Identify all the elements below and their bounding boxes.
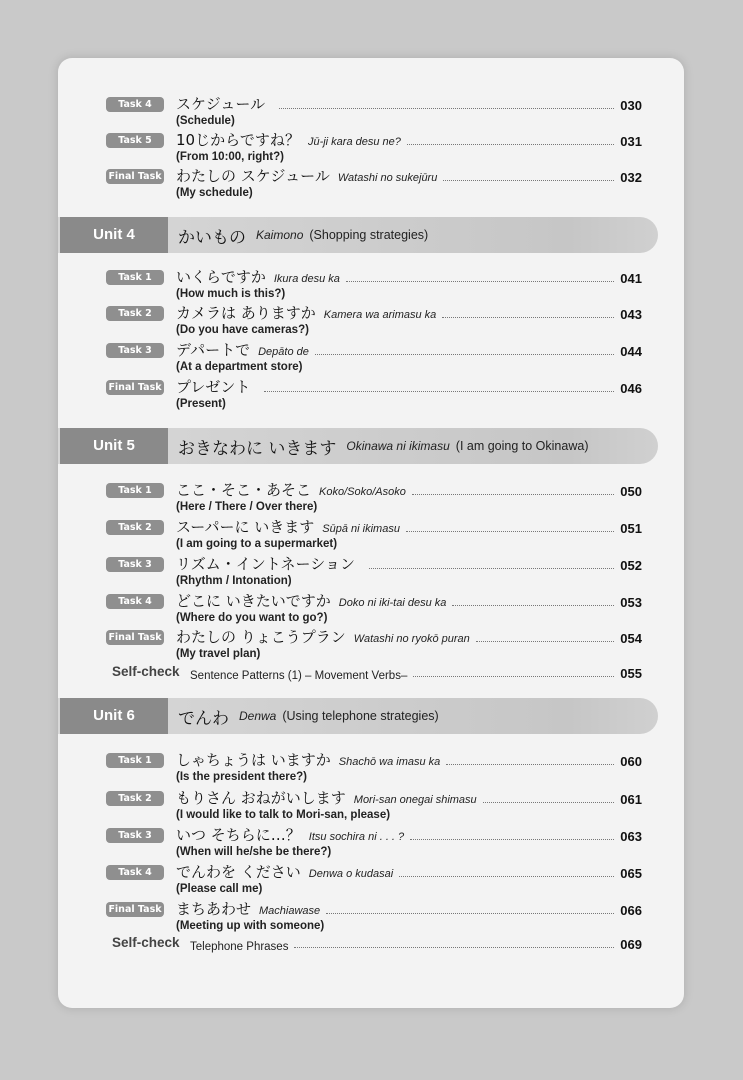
entry-translation: (My schedule): [176, 187, 253, 199]
unit-title-jp: でんわ: [178, 708, 229, 729]
entry-title-jp: プレゼント: [176, 378, 251, 396]
unit-romaji: Denwa: [239, 709, 277, 723]
self-check-entry[interactable]: [58, 664, 684, 684]
page-number: 066: [620, 903, 642, 918]
entry-translation: (At a department store): [176, 361, 303, 373]
entry-title-jp: わたしの スケジュール: [176, 167, 330, 185]
entry-translation: (Present): [176, 398, 226, 410]
entry-translation: (Do you have cameras?): [176, 324, 309, 336]
task-badge: Task 3: [106, 557, 164, 572]
entry-translation: (How much is this?): [176, 288, 286, 300]
unit-4-header[interactable]: [58, 217, 658, 253]
page-number: 031: [620, 134, 642, 149]
task-badge: Task 2: [106, 791, 164, 806]
entry-romaji: Mori-san onegai shimasu: [353, 794, 477, 806]
entry-romaji: Denwa o kudasai: [308, 868, 394, 880]
entry-translation: (I would like to talk to Mori-san, please): [176, 809, 391, 821]
entry-title-jp: でんわを ください: [176, 863, 301, 881]
entry-translation: (Where do you want to go?): [176, 612, 328, 624]
entry-title-jp: リズム・イントネーション: [176, 555, 355, 573]
task-badge: Final Task: [106, 169, 164, 184]
dot-leader: [406, 531, 614, 532]
entry-title-jp: いくらですか: [176, 268, 266, 286]
toc-entry[interactable]: [58, 167, 684, 208]
dot-leader: [279, 108, 614, 109]
toc-page: [58, 58, 684, 1008]
page-number: 050: [620, 484, 642, 499]
unit-title-jp: かいもの: [178, 227, 246, 248]
unit-label: Unit 4: [60, 217, 168, 253]
entry-title-jp: まちあわせ: [176, 900, 252, 918]
entry-title-jp: スケジュール: [176, 95, 266, 113]
dot-leader: [452, 605, 614, 606]
dot-leader: [410, 839, 614, 840]
task-badge: Task 1: [106, 483, 164, 498]
dot-leader: [413, 676, 614, 677]
entry-title-jp: もりさん おねがいします: [176, 789, 346, 807]
task-badge: Task 5: [106, 133, 164, 148]
page-number: 063: [620, 829, 642, 844]
entry-romaji: Koko/Soko/Asoko: [319, 486, 406, 498]
self-check-title: Telephone Phrases: [190, 941, 289, 953]
page-number: 052: [620, 558, 642, 573]
unit-description: (I am going to Okinawa): [455, 439, 589, 453]
page-number: 032: [620, 170, 642, 185]
entry-title-jp: どこに いきたいですか: [176, 592, 331, 610]
page-number: 060: [620, 754, 642, 769]
task-badge: Task 2: [106, 520, 164, 535]
unit-label: Unit 6: [60, 698, 168, 734]
entry-title-jp: しゃちょうは いますか: [176, 751, 331, 769]
task-badge: Final Task: [106, 630, 164, 645]
dot-leader: [346, 281, 614, 282]
dot-leader: [446, 764, 614, 765]
page-number: 065: [620, 866, 642, 881]
self-check-label: Self-check: [112, 935, 180, 950]
entry-translation: (Is the president there?): [176, 771, 307, 783]
self-check-title: Sentence Patterns (1) – Movement Verbs–: [190, 670, 408, 682]
dot-leader: [315, 354, 614, 355]
task-badge: Task 4: [106, 97, 164, 112]
unit-description: (Shopping strategies): [309, 228, 429, 242]
entry-romaji: Doko ni iki-tai desu ka: [338, 597, 447, 609]
entry-title-jp: カメラは ありますか: [176, 304, 316, 322]
self-check-entry[interactable]: [58, 935, 684, 955]
entry-title-jp: デパートで: [176, 341, 251, 359]
dot-leader: [483, 802, 615, 803]
entry-translation: (I am going to a supermarket): [176, 538, 338, 550]
task-badge: Final Task: [106, 902, 164, 917]
dot-leader: [369, 568, 614, 569]
entry-romaji: Machiawase: [259, 905, 321, 917]
page-number: 046: [620, 381, 642, 396]
page-number: 053: [620, 595, 642, 610]
entry-romaji: Itsu sochira ni . . . ?: [308, 831, 405, 843]
entry-translation: (Here / There / Over there): [176, 501, 318, 513]
page-number: 041: [620, 271, 642, 286]
task-badge: Task 4: [106, 594, 164, 609]
dot-leader: [443, 180, 614, 181]
page-number: 055: [620, 666, 642, 681]
entry-romaji: Ikura desu ka: [273, 273, 340, 285]
page-number: 030: [620, 98, 642, 113]
dot-leader: [294, 947, 614, 948]
unit-5-header[interactable]: [58, 428, 658, 464]
toc-entry[interactable]: [58, 378, 684, 419]
dot-leader: [407, 144, 614, 145]
dot-leader: [264, 391, 614, 392]
entry-romaji: Watashi no ryokō puran: [353, 633, 470, 645]
dot-leader: [442, 317, 614, 318]
page-number: 051: [620, 521, 642, 536]
entry-title-jp: いつ そちらに…？: [176, 826, 301, 844]
entry-romaji: Depāto de: [258, 346, 309, 358]
entry-translation: (Meeting up with someone): [176, 920, 325, 932]
dot-leader: [476, 641, 615, 642]
entry-romaji: Watashi no sukejūru: [337, 172, 438, 184]
dot-leader: [326, 913, 614, 914]
entry-translation: (My travel plan): [176, 648, 261, 660]
entry-translation: (Please call me): [176, 883, 263, 895]
page-number: 043: [620, 307, 642, 322]
task-badge: Task 3: [106, 828, 164, 843]
task-badge: Task 2: [106, 306, 164, 321]
page-number: 069: [620, 937, 642, 952]
entry-romaji: Sūpā ni ikimasu: [322, 523, 400, 535]
task-badge: Task 1: [106, 270, 164, 285]
entry-title-jp: スーパーに いきます: [176, 518, 315, 536]
page-number: 054: [620, 631, 642, 646]
unit-label: Unit 5: [60, 428, 168, 464]
entry-title-jp: 10じからですね？: [176, 131, 300, 149]
unit-romaji: Kaimono: [256, 228, 304, 242]
self-check-label: Self-check: [112, 664, 180, 679]
task-badge: Task 3: [106, 343, 164, 358]
page-number: 044: [620, 344, 642, 359]
entry-romaji: Jū-ji kara desu ne?: [307, 136, 401, 148]
entry-translation: (From 10:00, right?): [176, 151, 284, 163]
entry-title-jp: わたしの りょこうプラン: [176, 628, 346, 646]
entry-translation: (Schedule): [176, 115, 235, 127]
page-number: 061: [620, 792, 642, 807]
dot-leader: [412, 494, 614, 495]
unit-description: (Using telephone strategies): [282, 709, 439, 723]
entry-title-jp: ここ・そこ・あそこ: [176, 481, 312, 499]
task-badge: Final Task: [106, 380, 164, 395]
task-badge: Task 4: [106, 865, 164, 880]
entry-translation: (Rhythm / Intonation): [176, 575, 292, 587]
task-badge: Task 1: [106, 753, 164, 768]
dot-leader: [399, 876, 614, 877]
entry-romaji: Kamera wa arimasu ka: [323, 309, 437, 321]
unit-romaji: Okinawa ni ikimasu: [346, 439, 450, 453]
unit-title-jp: おきなわに いきます: [178, 438, 337, 459]
entry-translation: (When will he/she be there?): [176, 846, 332, 858]
unit-6-header[interactable]: [58, 698, 658, 734]
entry-romaji: Shachō wa imasu ka: [338, 756, 441, 768]
